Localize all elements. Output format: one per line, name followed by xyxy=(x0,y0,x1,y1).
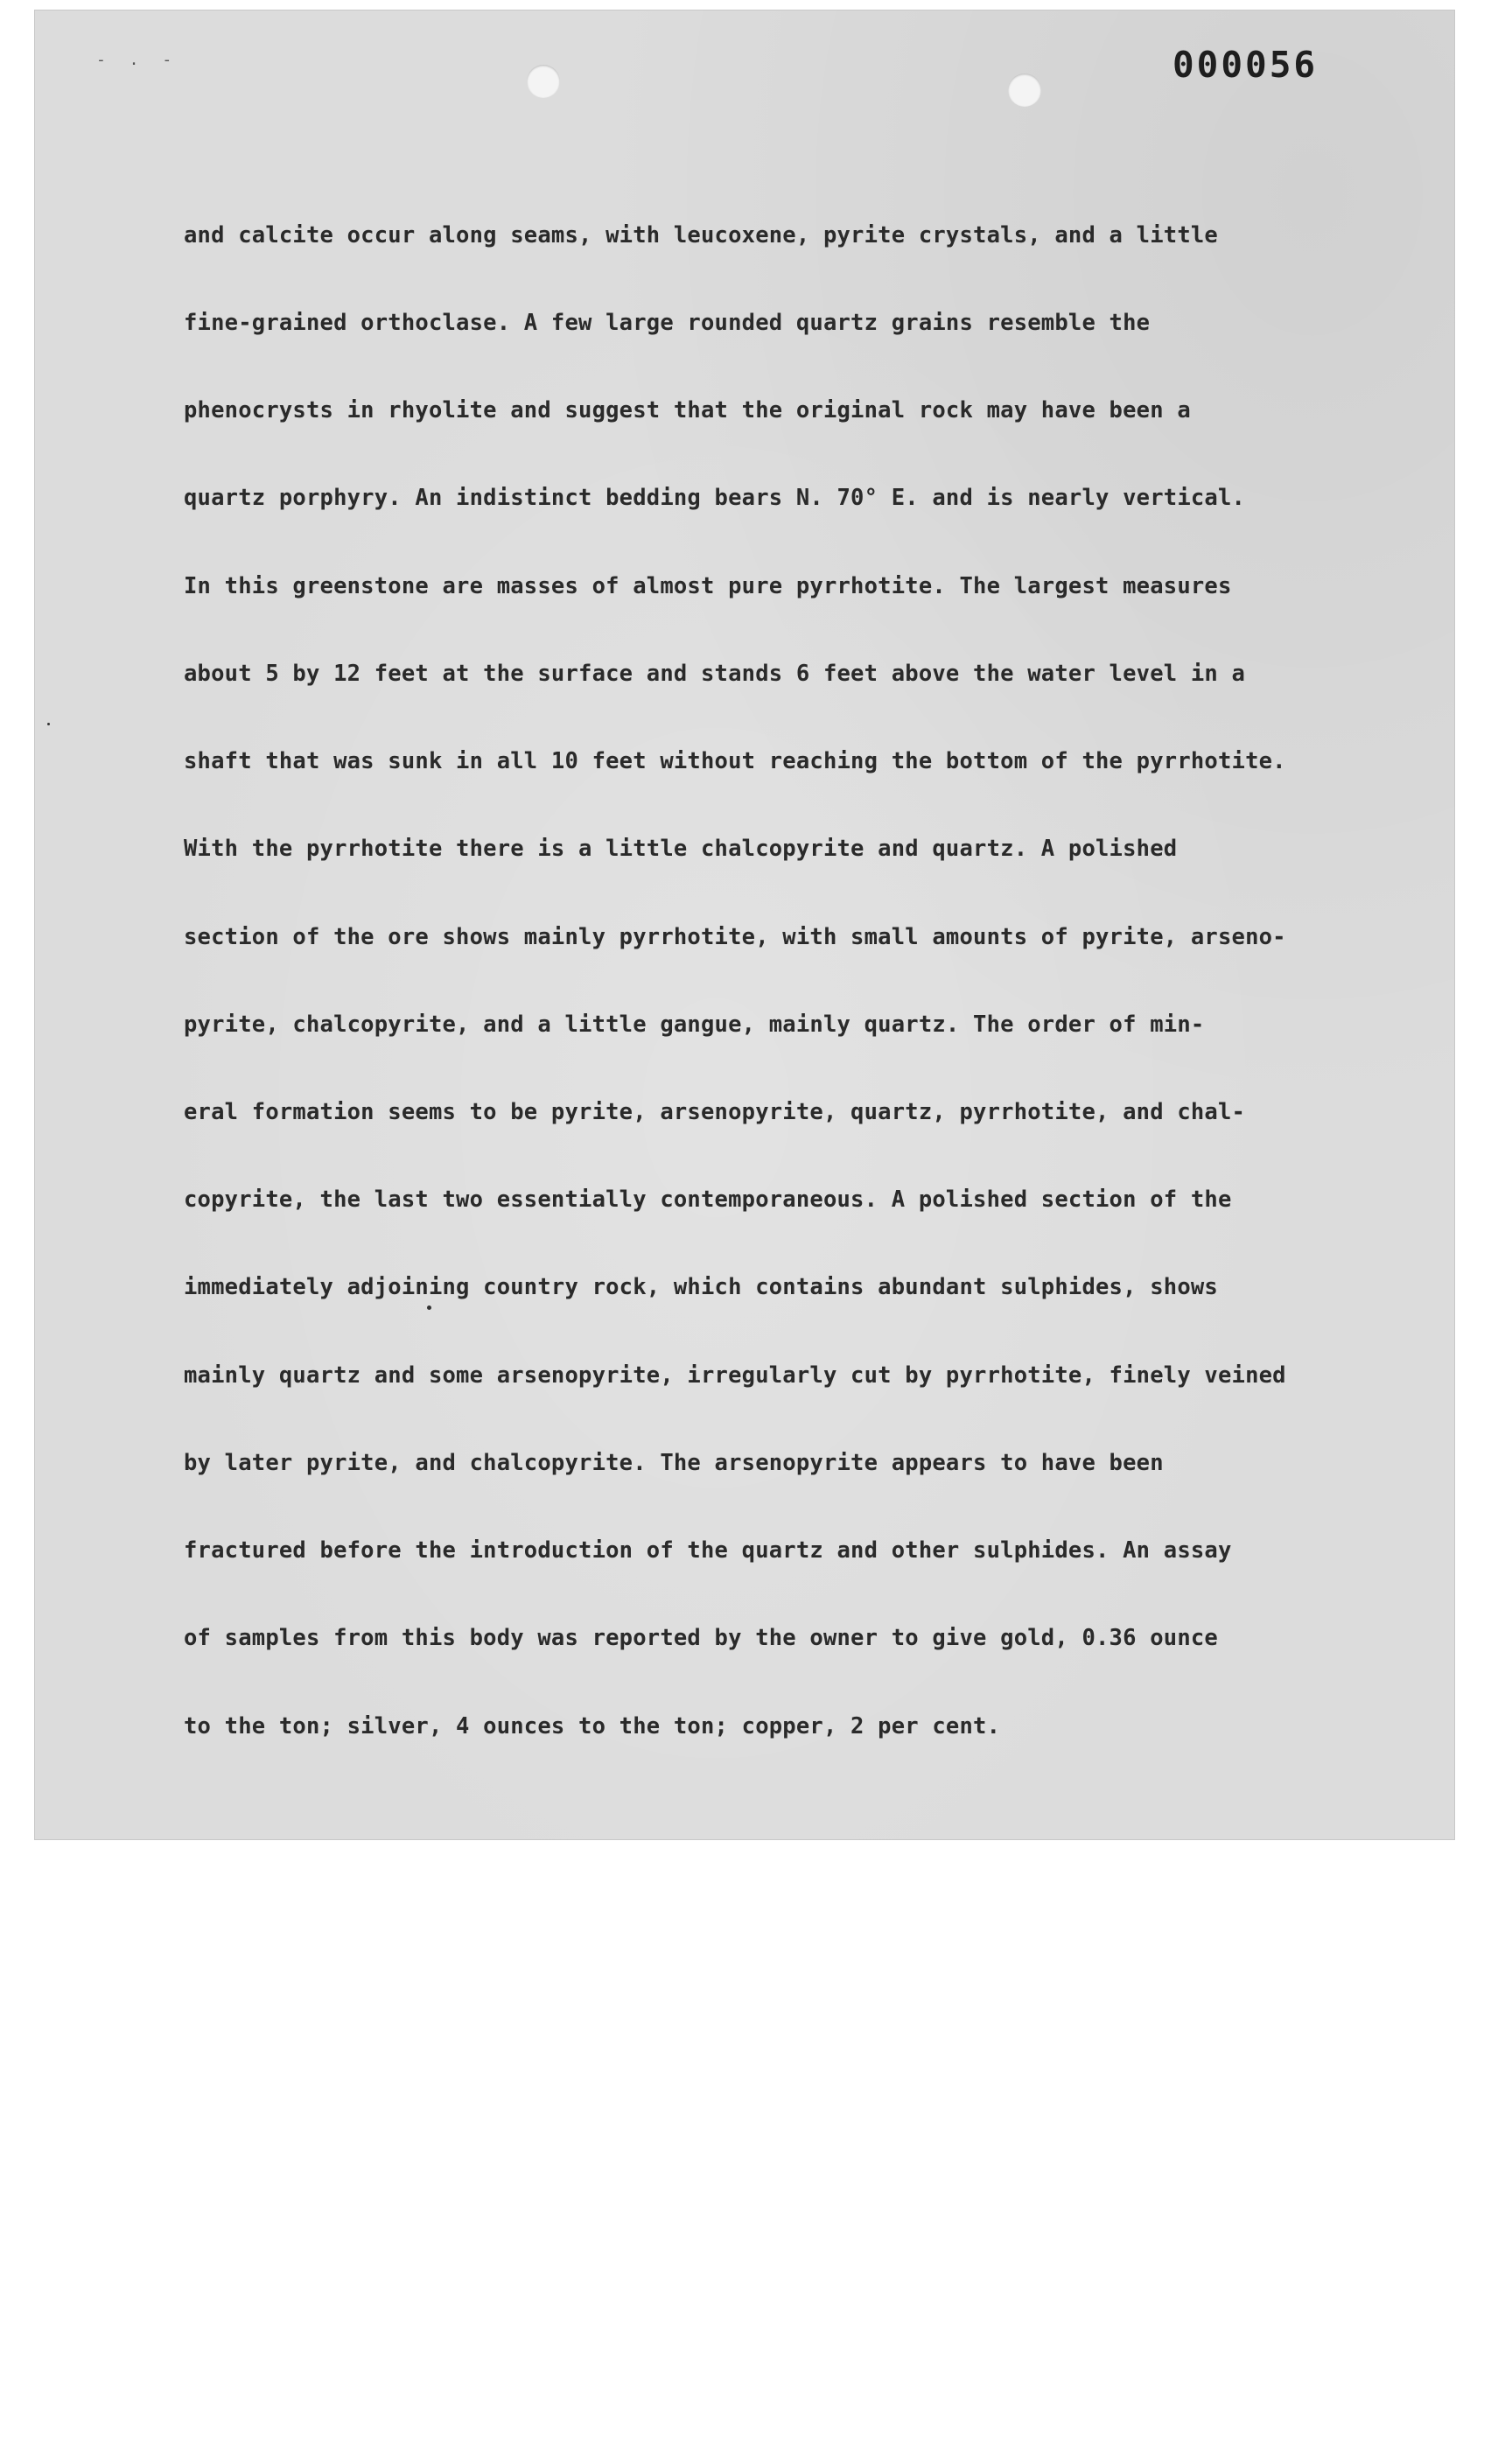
text-line: pyrite, chalcopyrite, and a little gangue, mainly quartz. The order of min- xyxy=(184,1011,1205,1038)
text-line: eral formation seems to be pyrite, arsenopyrite, quartz, pyrrhotite, and chal- xyxy=(184,1099,1246,1125)
text-line: of samples from this body was reported by the owner to give gold, 0.36 ounce xyxy=(184,1625,1218,1652)
text-line: immediately adjoining country rock, which contains abundant sulphides, shows xyxy=(184,1274,1218,1301)
text-line: phenocrysts in rhyolite and suggest that the original rock may have been a xyxy=(184,397,1191,424)
edge-marks: - . - xyxy=(96,51,179,69)
punch-hole-left xyxy=(527,65,560,98)
body-paragraph xyxy=(184,163,1409,1800)
text-line: fractured before the introduction of the quartz and other sulphides. An assay xyxy=(184,1537,1232,1564)
stray-mark xyxy=(47,723,50,725)
text-line: fine-grained orthoclase. A few large rounded quartz grains resemble the xyxy=(184,310,1151,337)
text-line: section of the ore shows mainly pyrrhotite, with small amounts of pyrite, arseno- xyxy=(184,923,1286,950)
text-line: mainly quartz and some arsenopyrite, irregularly cut by pyrrhotite, finely veined xyxy=(184,1362,1286,1389)
stray-mark xyxy=(427,1306,431,1310)
text-line: to the ton; silver, 4 ounces to the ton; copper, 2 per cent. xyxy=(184,1712,1001,1740)
punch-hole-right xyxy=(1008,74,1041,107)
text-line: shaft that was sunk in all 10 feet without reaching the bottom of the pyrrhotite. xyxy=(184,748,1286,775)
text-line: about 5 by 12 feet at the surface and stands 6 feet above the water level in a xyxy=(184,660,1246,687)
page-number: 000056 xyxy=(1172,44,1319,86)
text-line: quartz porphyry. An indistinct bedding bears N. 70° E. and is nearly vertical. xyxy=(184,485,1246,512)
text-line: copyrite, the last two essentially contemporaneous. A polished section of the xyxy=(184,1186,1232,1214)
text-line: With the pyrrhotite there is a little chalcopyrite and quartz. A polished xyxy=(184,836,1178,863)
text-line: by later pyrite, and chalcopyrite. The arsenopyrite appears to have been xyxy=(184,1449,1164,1476)
text-line: In this greenstone are masses of almost pure pyrrhotite. The largest measures xyxy=(184,572,1232,599)
text-line: and calcite occur along seams, with leucoxene, pyrite crystals, and a little xyxy=(184,221,1218,248)
